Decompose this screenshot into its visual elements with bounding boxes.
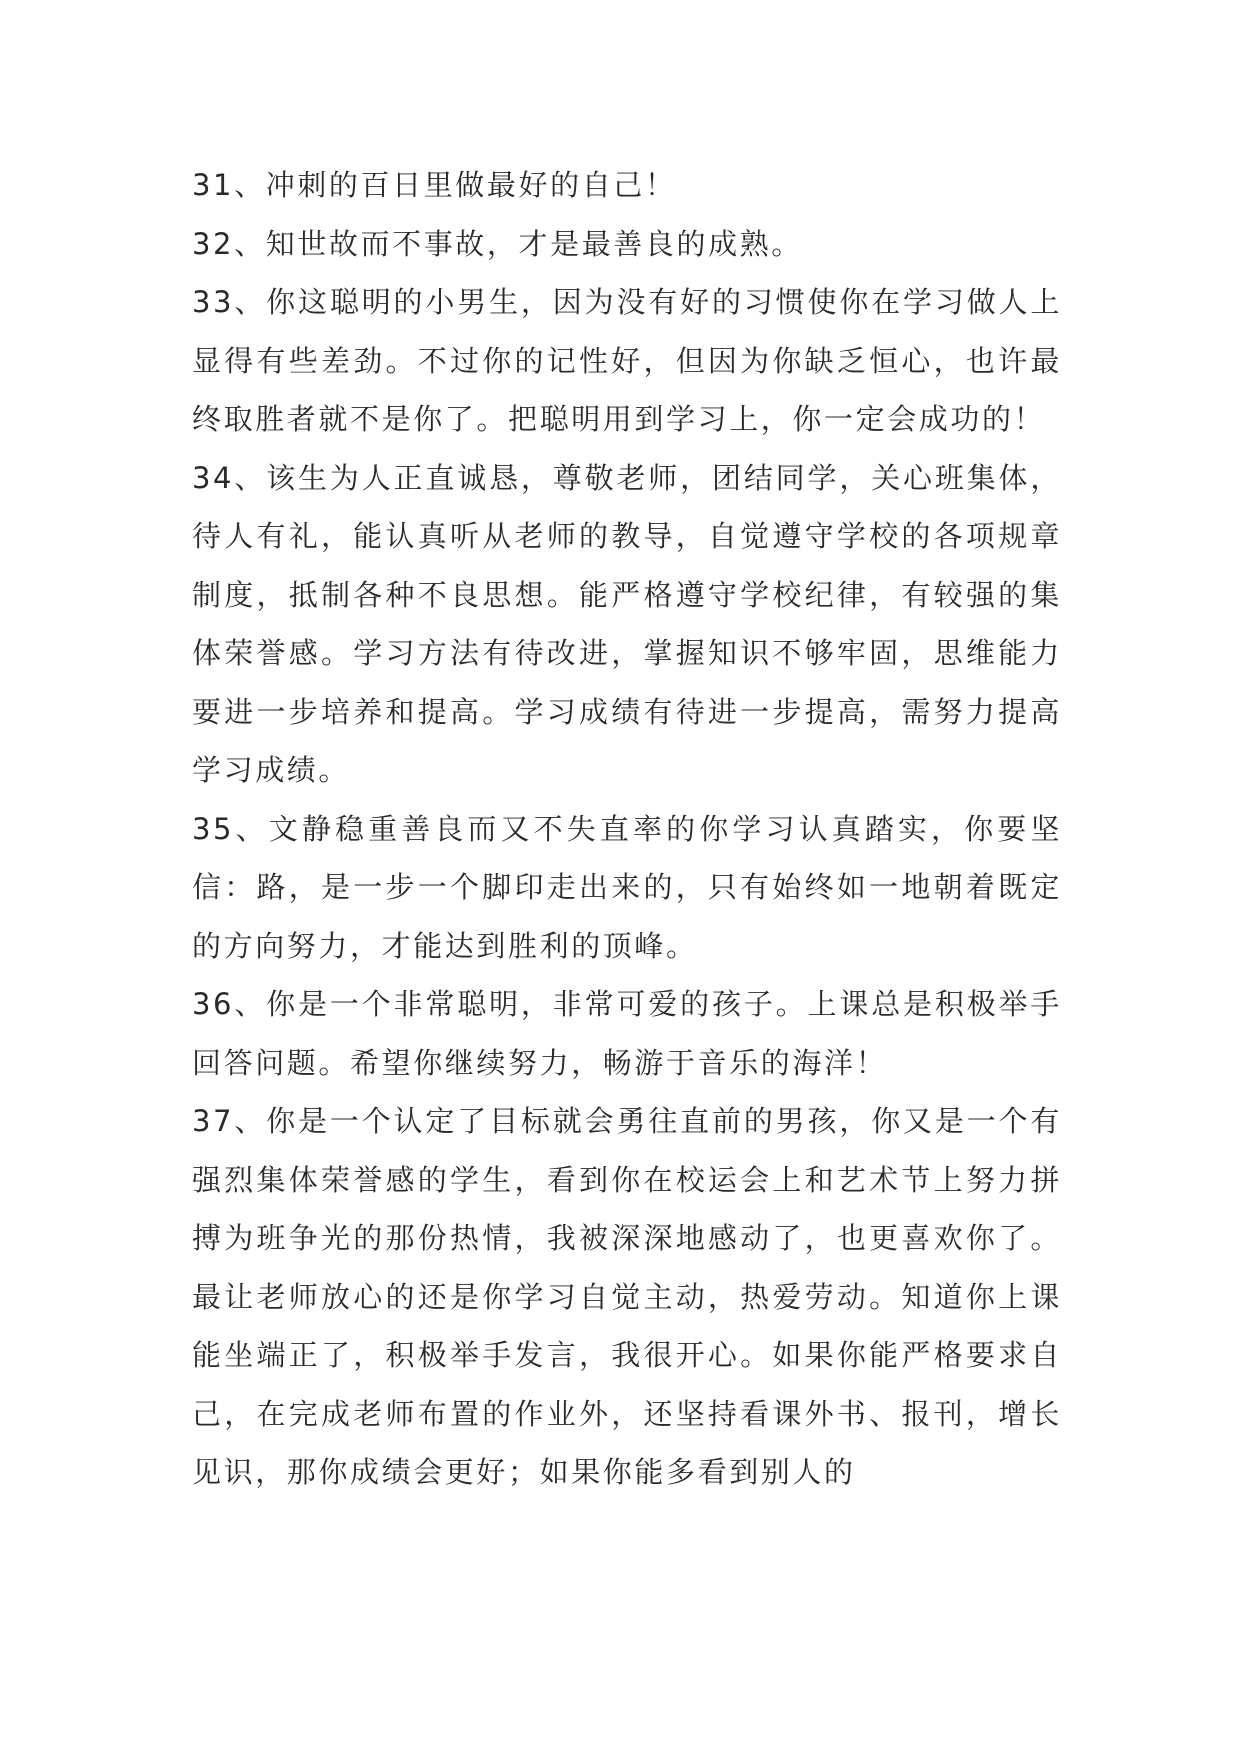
document-body: [192, 156, 1062, 1502]
paragraph-37: 37、你是一个认定了目标就会勇往直前的男孩，你又是一个有强烈集体荣誉感的学生，看到你在校运会上和艺术节上努力拼搏为班争光的那份热情，我被深深地感动了，也更喜欢你了。最让老师放心的还是你学习自觉主动，热爱劳动。知道你上课能坐端正了，积极举手发言，我很开心。如果你能严格要求自己，在完成老师布置的作业外，还坚持看课外书、报刊，增长见识，那你成绩会更好；如果你能多看到别人的: [192, 1104, 1062, 1489]
paragraph-36: 36、你是一个非常聪明，非常可爱的孩子。上课总是积极举手回答问题。希望你继续努力，畅游于音乐的海洋！: [192, 987, 1062, 1080]
paragraph-33: 33、你这聪明的小男生，因为没有好的习惯使你在学习做人上显得有些差劲。不过你的记性好，但因为你缺乏恒心，也许最终取胜者就不是你了。把聪明用到学习上，你一定会成功的！: [192, 285, 1062, 436]
paragraph-35: 35、文静稳重善良而又不失直率的你学习认真踏实，你要坚信：路，是一步一个脚印走出来的，只有始终如一地朝着既定的方向努力，才能达到胜利的顶峰。: [192, 811, 1062, 963]
paragraph-34: 34、该生为人正直诚恳，尊敬老师，团结同学，关心班集体，待人有礼，能认真听从老师的教导，自觉遵守学校的各项规章制度，抵制各种不良思想。能严格遵守学校纪律，有较强的集体荣誉感。学习方法有待改进，掌握知识不够牢固，思维能力要进一步培养和提高。学习成绩有待进一步提高，需努力提高学习成绩。: [192, 460, 1062, 787]
paragraph-32: 32、知世故而不事故，才是最善良的成熟。: [192, 226, 803, 261]
paragraph-31: 31、冲刺的百日里做最好的自己！: [192, 168, 677, 202]
